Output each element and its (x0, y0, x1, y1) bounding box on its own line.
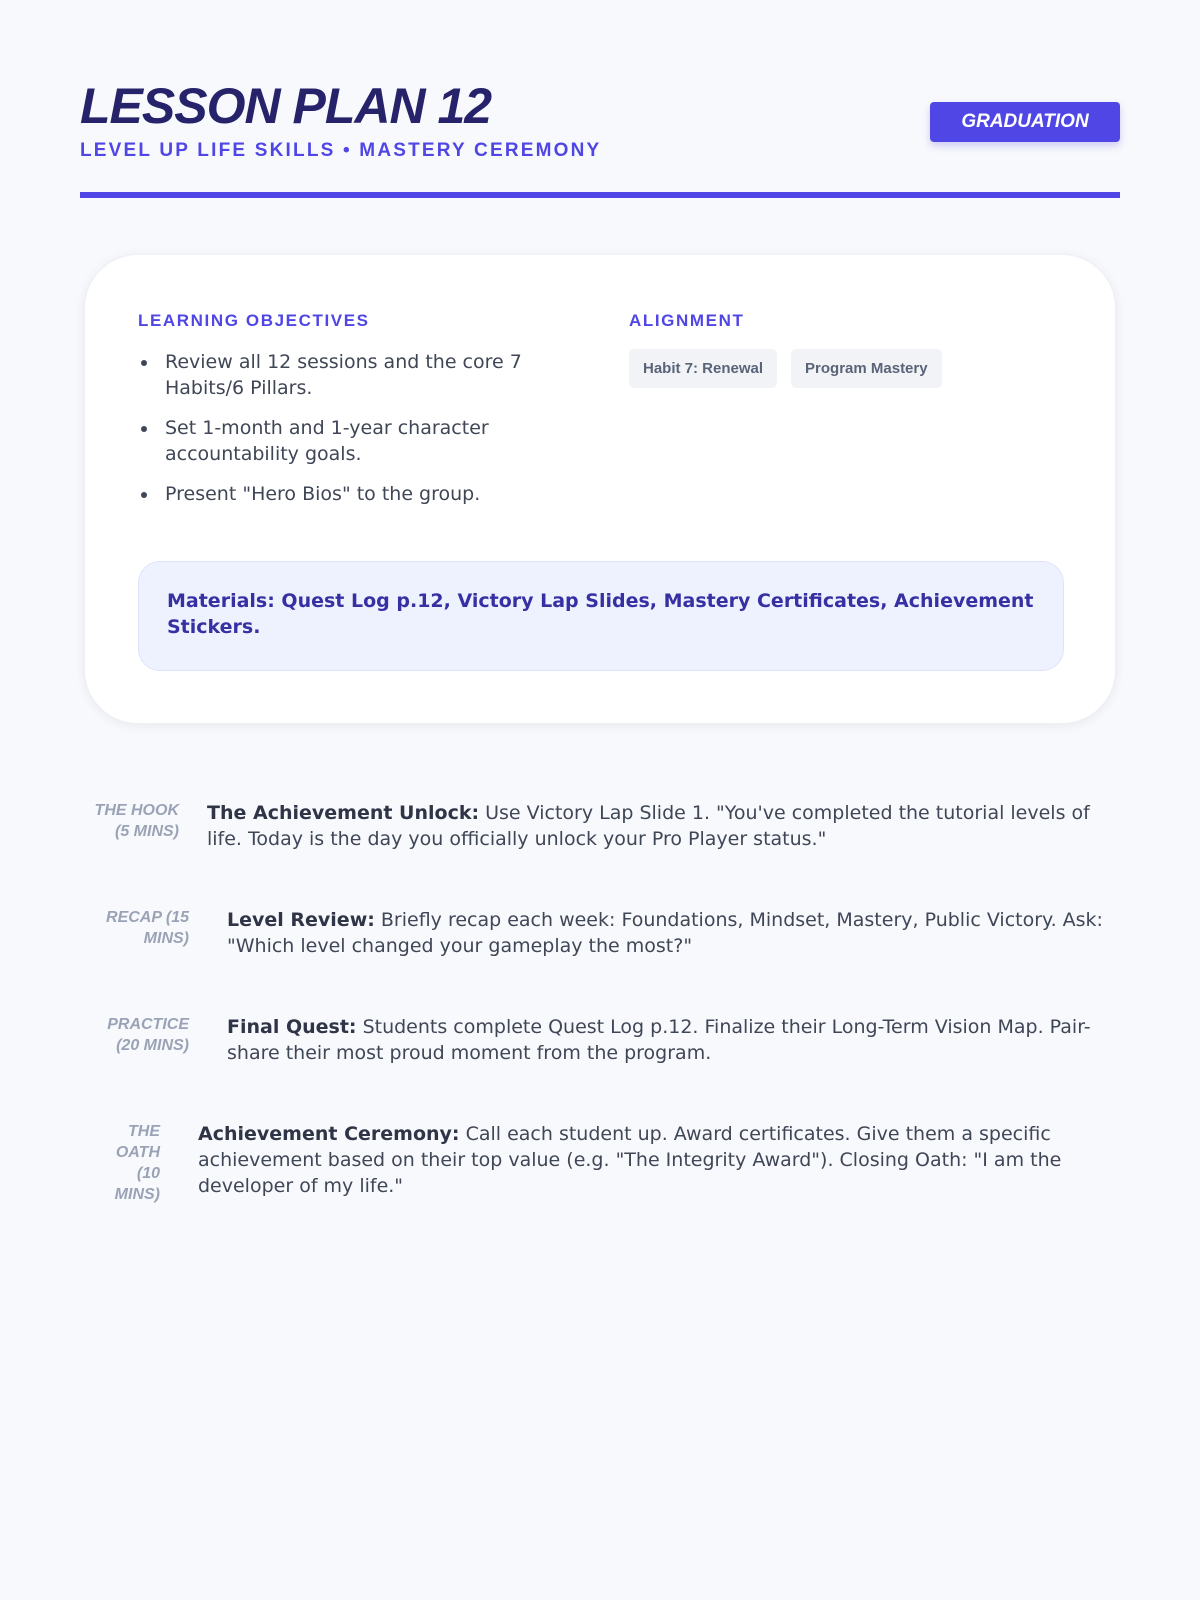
agenda-heading: The Achievement Unlock: (207, 802, 480, 824)
agenda-heading: Final Quest: (227, 1016, 357, 1038)
objectives-section (138, 311, 568, 521)
agenda-row (92, 1121, 1124, 1205)
alignment-tag: Habit 7: Renewal (629, 349, 777, 388)
agenda-row (92, 1014, 1124, 1066)
agenda-time: THE HOOK (5 MINS) (94, 802, 179, 840)
agenda-description (227, 907, 1115, 959)
objectives-list (138, 349, 568, 507)
agenda-row (92, 907, 1124, 959)
agenda-description (207, 800, 1113, 852)
alignment-section (629, 311, 1069, 388)
page-subtitle: LEVEL UP LIFE SKILLS • MASTERY CEREMONY (80, 140, 602, 161)
agenda-heading: Level Review: (227, 909, 375, 931)
alignment-tags (629, 349, 1069, 388)
page-title: LESSON PLAN 12 (80, 78, 492, 134)
objective-item: Set 1-month and 1-year character accountability goals. (138, 415, 568, 467)
agenda-text: Use Victory Lap Slide 1. "You've completed the tutorial levels of life. Today is the day you officially unlock your Pro Player status." (207, 802, 1090, 850)
agenda-row (84, 800, 1124, 852)
alignment-tag: Program Mastery (791, 349, 942, 388)
agenda-heading: Achievement Ceremony: (198, 1123, 460, 1145)
objective-item: Present "Hero Bios" to the group. (138, 481, 568, 507)
agenda-time: PRACTICE (20 MINS) (107, 1016, 189, 1054)
agenda-time: RECAP (15 MINS) (106, 909, 189, 947)
objective-item: Review all 12 sessions and the core 7 Habits/6 Pillars. (138, 349, 568, 401)
agenda-description (198, 1121, 1084, 1205)
alignment-label: ALIGNMENT (629, 311, 745, 330)
header (80, 0, 1120, 198)
graduation-badge: GRADUATION (930, 102, 1120, 142)
agenda-text: Call each student up. Award certificates. Give them a specific achievement based on their top value (e.g. "The Integrity Award"). Closing Oath: "I am the developer of my life." (198, 1123, 1062, 1197)
agenda-text: Briefly recap each week: Foundations, Mindset, Mastery, Public Victory. Ask: "Which level changed your gameplay the most?" (227, 909, 1103, 957)
agenda-description (227, 1014, 1115, 1066)
agenda-time: THE OATH (10 MINS) (114, 1123, 160, 1203)
overview-card (84, 254, 1116, 724)
materials-box: Materials: Quest Log p.12, Victory Lap Slides, Mastery Certificates, Achievement Stickers. (138, 561, 1064, 671)
objectives-label: LEARNING OBJECTIVES (138, 311, 370, 330)
agenda-text: Students complete Quest Log p.12. Finalize their Long-Term Vision Map. Pair-share their most proud moment from the program. (227, 1016, 1091, 1064)
